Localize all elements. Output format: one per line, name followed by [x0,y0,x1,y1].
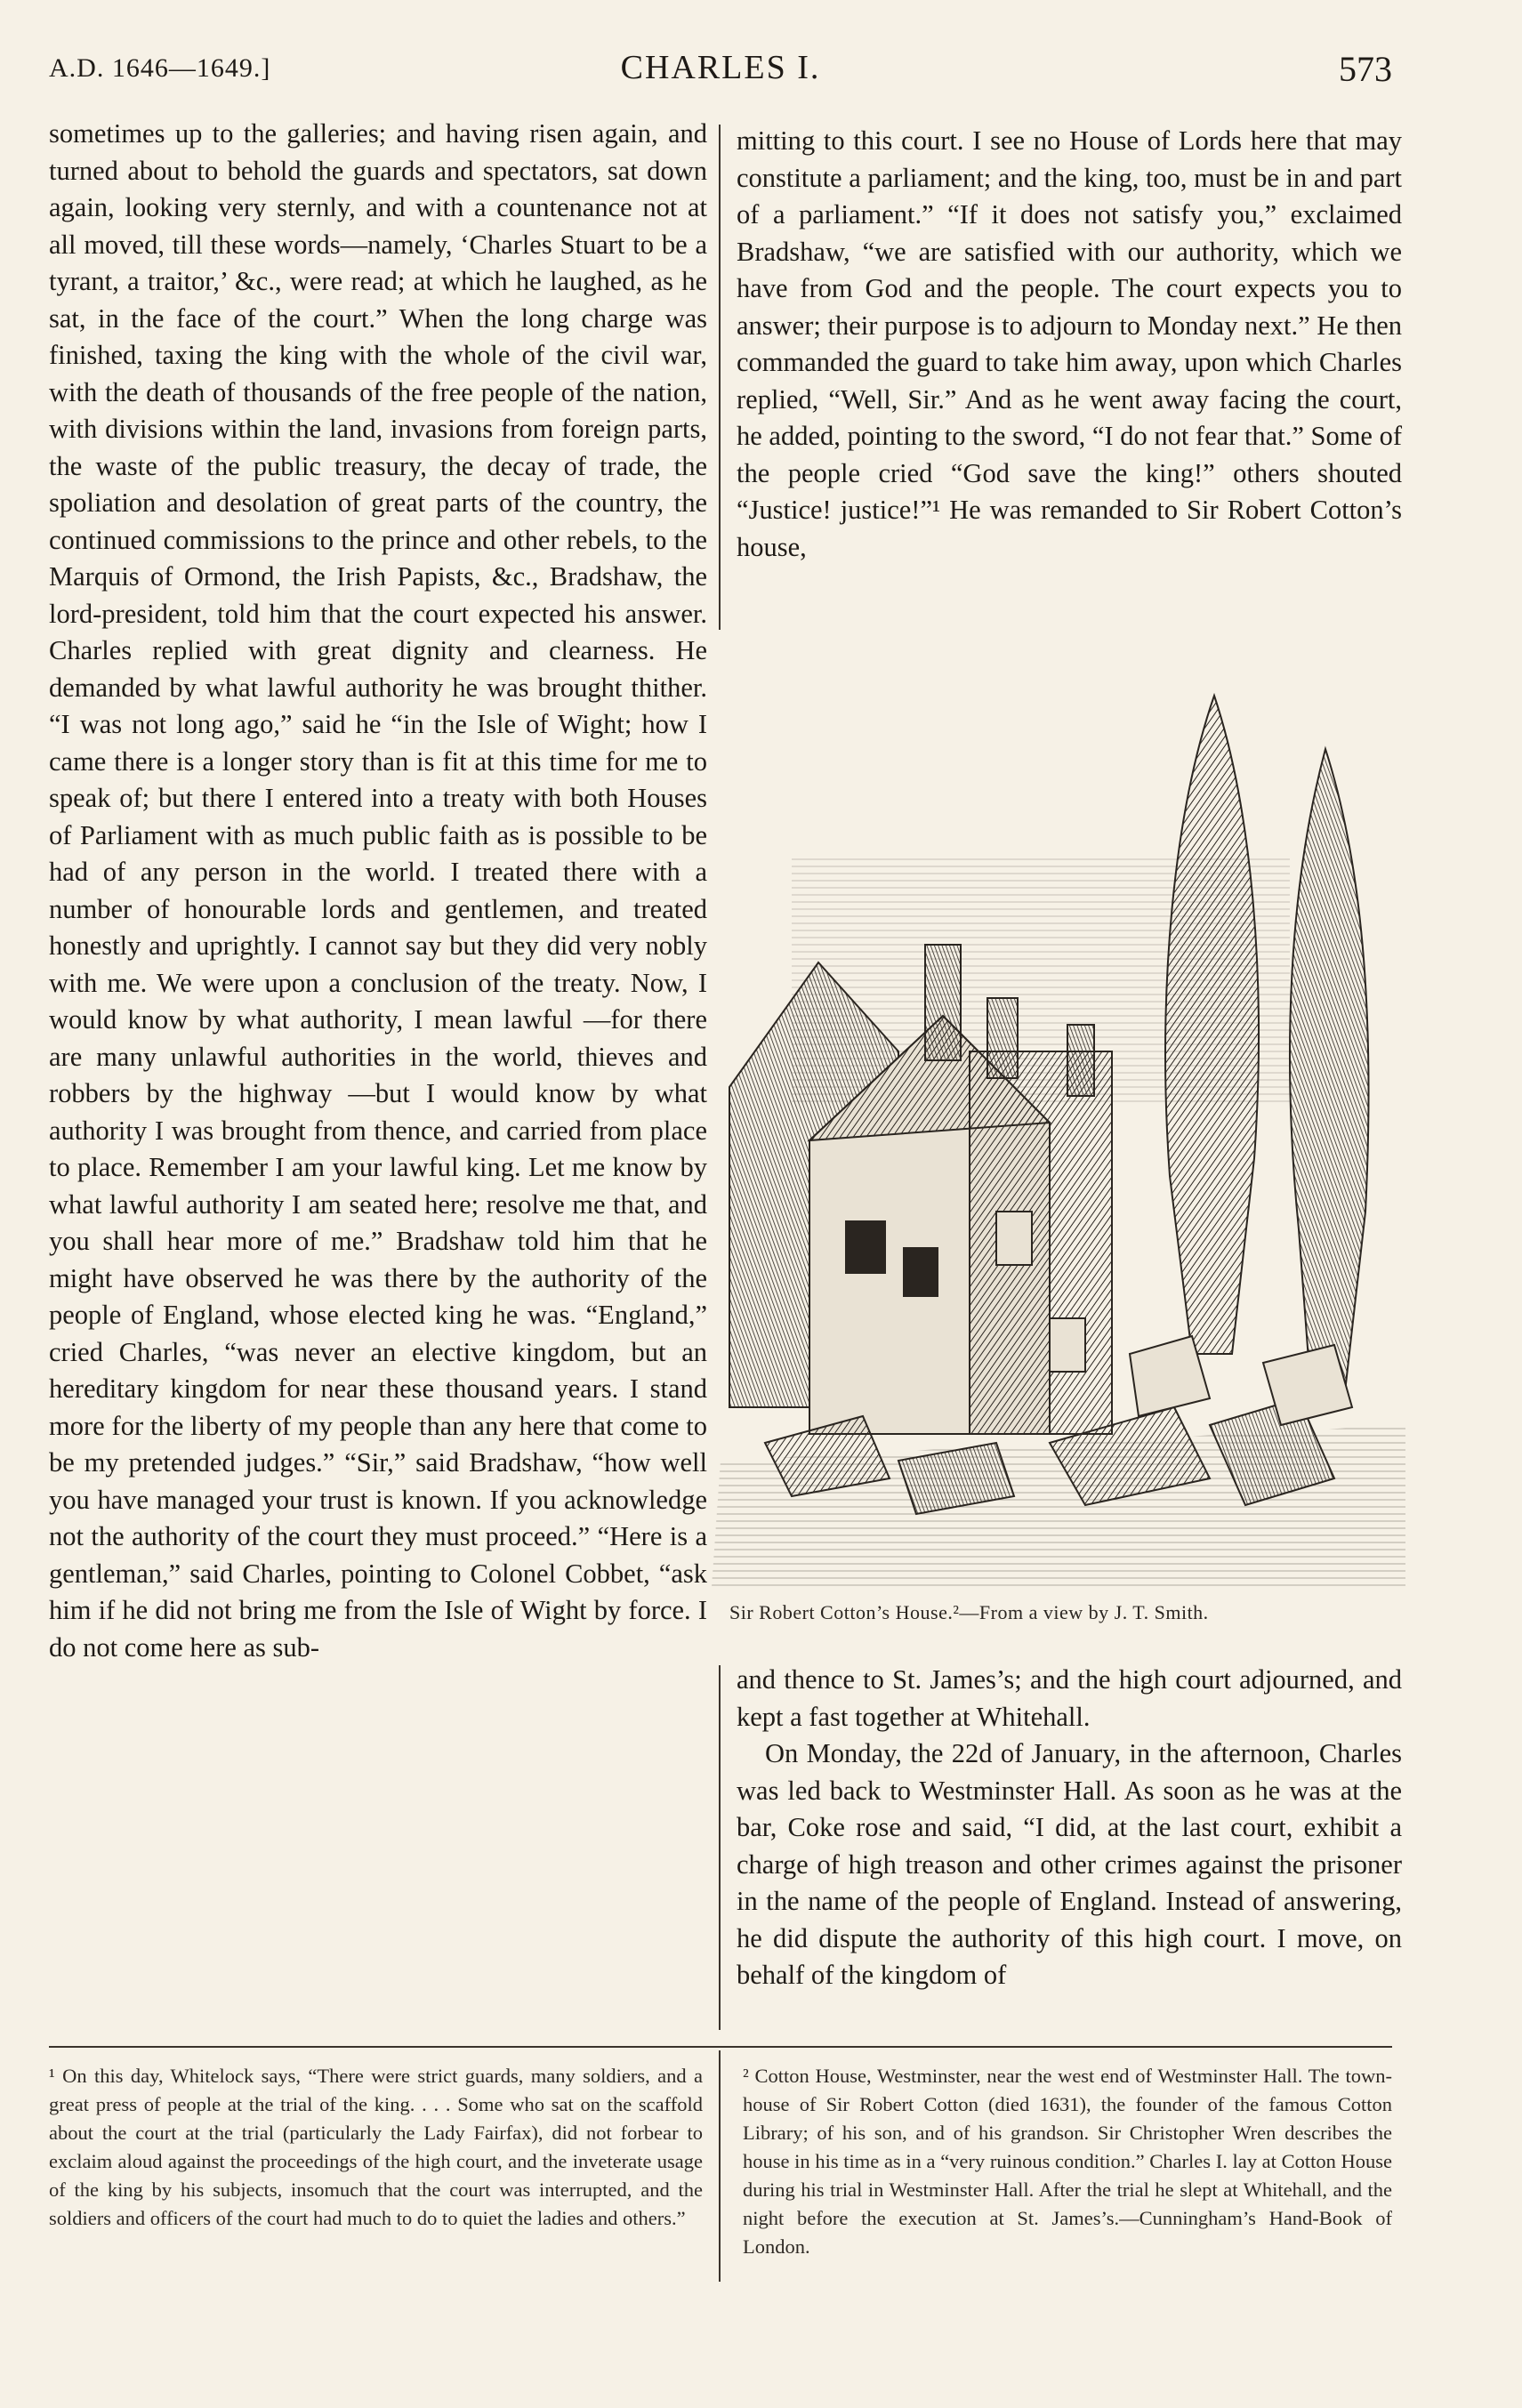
header-date-range: A.D. 1646—1649.] [49,53,271,83]
footnote-1: ¹ On this day, Whitelock says, “There were strict guards, many soldiers, and a great press of people at the trial of the king. . . . Some who sat on the scaffold about the court at the trial (particularly the Lady Fairfax), did not forbear to exclaim aloud against the proceedings of the high court, and the inveterate usage of the king by his subjects, insomuch that the court was interrupted, and the soldiers and officers of the court had much to do to quiet the ladies and others.” [49,2065,703,2229]
right-column-bottom-paragraph: and thence to St. James’s; and the high court adjourned, and kept a fast together at Whitehall. [737,1664,1402,1732]
footnote-rule [49,2046,1392,2048]
footnote-2: ² Cotton House, Westminster, near the west end of Westminster Hall. The town-house of Sir Robert Cotton (died 1631), the founder of the famous Cotton Library; of his son, and of his grandson. Sir Christopher Wren describes the house in his time as in a “very ruinous condition.” Charles I. lay at Cotton House during his trial in Westminster Hall. After the trial he slept at Whitehall, and the night before the execution at St. James’s.—Cunningham’s Hand-Book of London. [743,2065,1392,2258]
right-column-top-paragraph: mitting to this court. I see no House of Lords here that may constitute a parliament; and the king, too, must be in and part of a parliament.” “If it does not satisfy you,” exclaimed Bradshaw, “we are satisfied with our authority, which we have from God and the people. The court expects you to answer; their purpose is to adjourn to Monday next.” He then commanded the guard to take him away, upon which Charles replied, “Well, Sir.” And as he went away facing the court, he added, pointing to the sword, “I do not fear that.” Some of the people cried “God save the king!” others shouted “Justice! justice!”¹ He was remanded to Sir Robert Cotton’s house, [737,125,1402,562]
column-rule-top [719,125,721,630]
page-number: 573 [1339,49,1392,89]
header-title: CHARLES I. [620,49,821,86]
right-column-top [737,123,1402,566]
running-header [49,43,1392,96]
right-column-bottom-paragraph: On Monday, the 22d of January, in the afternoon, Charles was led back to Westminster Hall. As soon as he was at the bar, Coke rose and said, “I did, at the last court, exhibit a charge of high treason and other crimes against the prisoner in the name of the people of England. Instead of answering, he did dispute the authority of this high court. I move, on behalf of the kingdom of [737,1738,1402,1990]
footnote-column-rule [719,2050,721,2282]
illustration-caption: Sir Robert Cotton’s House.²—From a view by J. T. Smith. [729,1601,1209,1623]
left-column-paragraph: sometimes up to the galleries; and having risen again, and turned about to behold the guards and spectators, sat down again, looking very sternly, and with a countenance not at all moved, till these words—namely, ‘Charles Stuart to be a tyrant, a traitor,’ &c., were read; at which he laughed, as he sat, in the face of the court.” When the long charge was finished, taxing the king with the whole of the civil war, with the death of thousands of the free people of the nation, with divisions within the land, invasions from foreign parts, the waste of the public treasury, the decay of trade, the spoliation and desolation of great parts of the country, the continued commissions to the prince and other rebels, to the Marquis of Ormond, the Irish Papists, &c., Bradshaw, the lord-president, told him that the court expected his answer. Charles replied with great dignity and clearness. He demanded by what lawful authority he was brought thither. “I was not long ago,” said he “in the Isle of Wight; how I came there is a longer story than is fit at this time for me to speak of; but there I entered into a treaty with both Houses of Parliament with as much public faith as is possible to be had of any person in the world. I treated there with a number of honourable lords and gentlemen, and treated honestly and uprightly. I cannot say but they did very nobly with me. We were upon a conclusion of the treaty. Now, I would know by what authority, I mean lawful —for there are many unlawful authorities in the world, thieves and robbers by the highway —but I would know by what authority I was brought from thence, and carried from place to place. Remember I am your lawful king. Let me know by what lawful authority I am seated here; resolve me that, and you shall hear more of me.” Bradshaw told him that he might have observed he was there by the authority of the people of England, whose elected king he was. “England,” cried Charles, “was never an elective kingdom, but an hereditary kingdom for near these thousand years. I stand more for the liberty of my people than any here that come to be my pretended judges.” “Sir,” said Bradshaw, “how well you have managed your trust is known. If you acknowledge not the authority of the court they must proceed.” “Here is a gentleman,” said Charles, pointing to Colonel Cobbet, “ask him if he did not bring me from the Isle of Wight by force. I do not come here as sub- [49,118,707,1663]
cotton-house-engraving [712,678,1405,1587]
column-rule-bottom [719,1665,721,2030]
left-column [49,116,707,1666]
right-column-bottom [737,1662,1402,1994]
